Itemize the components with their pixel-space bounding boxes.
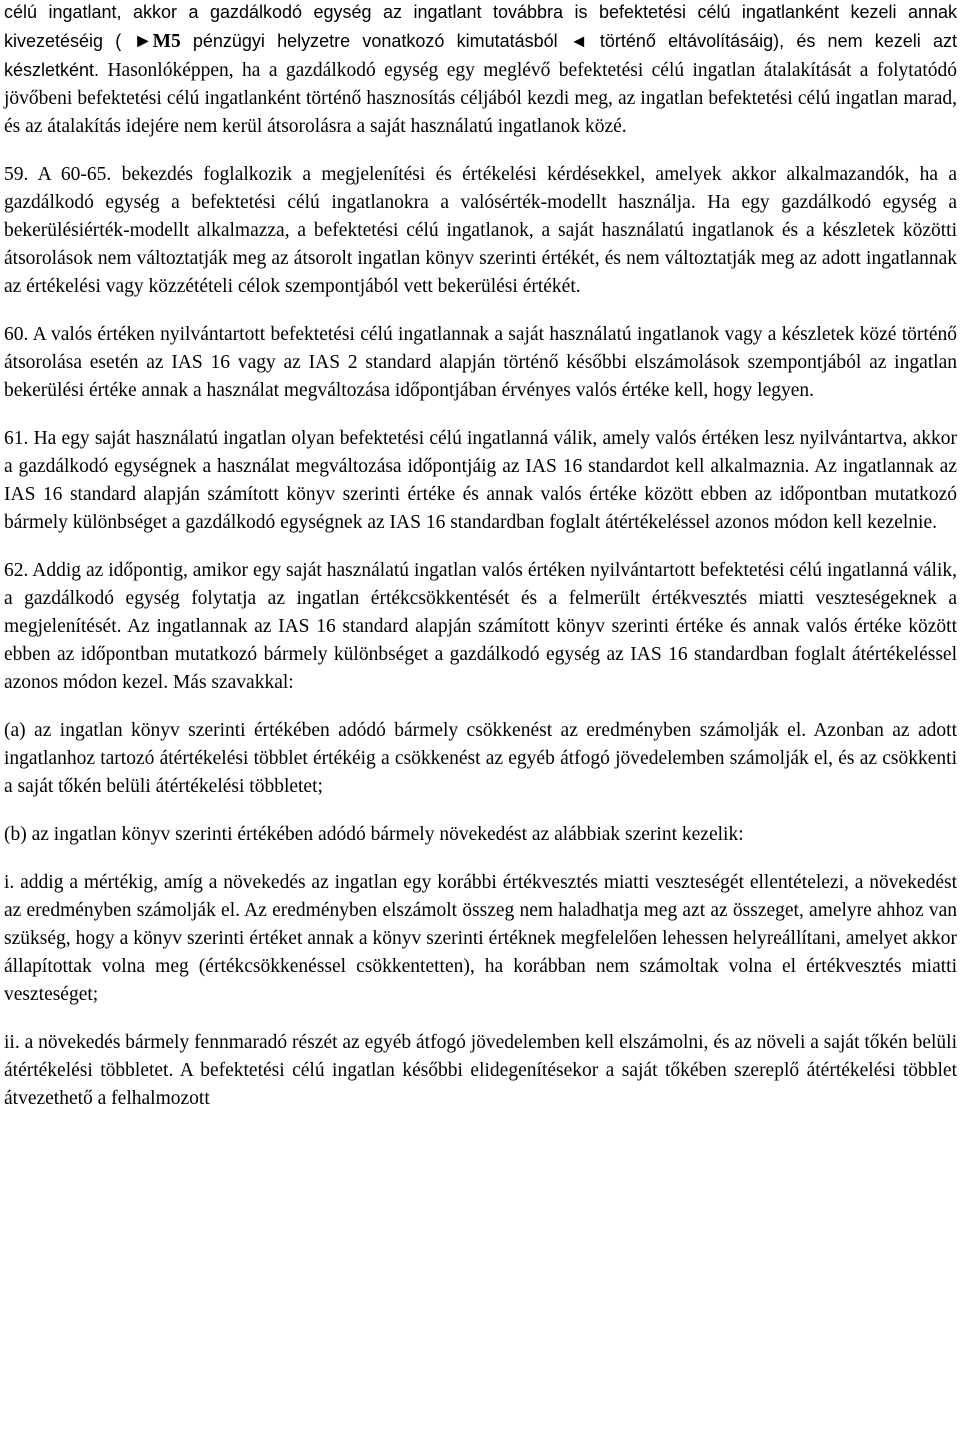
paragraph-text: Addig az időpontig, amikor egy saját használatú ingatlan valós értéken nyilvántartott befektetési célú ingatlanná válik, a gazdálkodó egység folytatja az ingatlan értékcsökkentését és a felmerült értékvesztés miatti veszteségeknek a megjelenítését. Az ingatlannak az IAS 16 standard alapján számított könyv szerinti értéke és annak valós értéke között ebben az időpontban mutatkozó bármely különbséget a gazdálkodó egység az IAS 16 standardban foglalt átértékeléssel azonos módon kezel. Más szavakkal: (4, 560, 957, 693)
list-item-a (4, 717, 957, 801)
paragraph-number: 62. (4, 560, 29, 581)
sub-item-ii (4, 1029, 957, 1113)
paragraph-intro-continued: pénzügyi helyzetre vonatkozó kimutatásból ◄ történő eltávolításáig), és nem kezeli azt készletként. (4, 31, 957, 80)
paragraph-61 (4, 425, 957, 537)
sub-item-i (4, 869, 957, 1009)
paragraph-text: Hasonlóképpen, ha a gazdálkodó egység egy meglévő befektetési célú ingatlan átalakítását a folytatódó jövőbeni befektetési célú ingatlanként történő hasznosítás céljából kezdi meg, az ingatlan befektetési célú ingatlan marad, és az átalakítás idejére nem kerül átsorolásra a saját használatú ingatlanok közé. (4, 60, 958, 137)
paragraph-text: A valós értéken nyilvántartott befektetési célú ingatlannak a saját használatú ingatlanok vagy a készletek közé történő átsorolása esetén az IAS 16 vagy az IAS 2 standard alapján történő későbbi elszámolások szempontjából az ingatlan bekerülési értéke annak a használat megváltozása időpontjában érvényes valós értéke kell, hogy legyen. (4, 324, 957, 401)
paragraph-text: Ha egy saját használatú ingatlan olyan befektetési célú ingatlanná válik, amely valós értéken lesz nyilvántartva, akkor a gazdálkodó egységnek a használat megváltozása időpontjáig az IAS 16 standardot kell alkalmaznia. Az ingatlannak az IAS 16 standard alapján számított könyv szerinti értéke és annak valós értéke között ebben az időpontban mutatkozó bármely különbséget a gazdálkodó egységnek az IAS 16 standardban foglalt átértékeléssel azonos módon kell kezelnie. (4, 428, 957, 533)
paragraph-59 (4, 161, 957, 301)
paragraph-number: 59. A 60‑65. (4, 164, 112, 185)
sub-item-text: ii. a növekedés bármely fennmaradó részét az egyéb átfogó jövedelemben kell elszámolni, és az növeli a saját tőkén belüli átértékelési többletet. A befektetési célú ingatlan későbbi elidegenítésekor a saját tőkében szereplő átértékelési többlet átvezethető a felhalmozott (4, 1032, 957, 1109)
list-item-b (4, 821, 957, 849)
amendment-marker: ►M5 (133, 31, 181, 52)
paragraph-number: 61. (4, 428, 29, 449)
paragraph-continuation (4, 0, 957, 141)
document-page (4, 0, 957, 1133)
paragraph-62 (4, 557, 957, 697)
paragraph-number: 60. (4, 324, 29, 345)
list-item-text: (a) az ingatlan könyv szerinti értékében adódó bármely csökkenést az eredményben számolják el. Azonban az adott ingatlanhoz tartozó átértékelési többlet értékéig a csökkenést az egyéb átfogó jövedelemben számolják el, és az csökkenti a saját tőkén belüli átértékelési többletet; (4, 720, 957, 797)
paragraph-intro: célú ingatlant, akkor a gazdálkodó egység az ingatlant továbbra is befektetési célú ingatlanként kezeli annak kivezetéséig ( (4, 2, 957, 51)
paragraph-text: bekezdés foglalkozik a megjelenítési és értékelési kérdésekkel, amelyek akkor alkalmazandók, ha a gazdálkodó egység a befektetési célú ingatlanokra a valósérték-modellt használja. Ha egy gazdálkodó egység a bekerülésiérték-modellt alkalmazza, a befektetési célú ingatlanok, a saját használatú ingatlanok és a készletek közötti átsorolások nem változtatják meg az átsorolt ingatlan könyv szerinti értékét, és nem változtatják meg az adott ingatlannak az értékelési vagy közzétételi célok szempontjából vett bekerülési értékét. (4, 164, 957, 297)
list-item-text: (b) az ingatlan könyv szerinti értékében adódó bármely növekedést az alábbiak szerint kezelik: (4, 824, 744, 845)
paragraph-60 (4, 321, 957, 405)
sub-item-text: i. addig a mértékig, amíg a növekedés az ingatlan egy korábbi értékvesztés miatti veszteségét ellentételezi, a növekedést az eredményben számolják el. Az eredményben elszámolt összeg nem haladhatja meg azt az összeget, amelyre ahhoz van szükség, hogy a könyv szerinti értéket annak a könyv szerinti értéknek megfelelően lehessen helyreállítani, amelyet akkor állapítottak volna meg (értékcsökkenéssel csökkentetten), ha korábban nem számoltak volna el értékvesztés miatti veszteséget; (4, 872, 957, 1005)
